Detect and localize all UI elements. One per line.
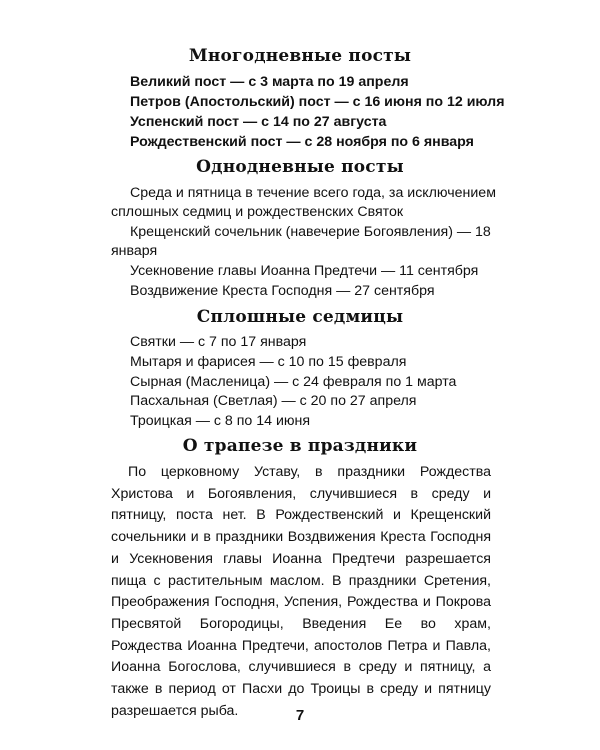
feast-meals-paragraph: По церковному Уставу, в праздники Рождества Христова и Богоявления, случившиеся в среду и пятницу, поста нет. В Рождественский и Крещенский сочельники и в праздники Воздвижения Креста Господня и Усекновения главы Иоанна Предтечи разрешается пища с растительным маслом. В праздники Сретения, Преображения Господня, Успения, Рождества и Покрова Пресвятой Богородицы, Введения Ее во храм, Рождества Иоанна Предтечи, апостолов Петра и Павла, Иоанна Богослова, случившиеся в среду и пятницу, а также в период от Пасхи до Троицы в среду и пятницу разрешается рыба. [111, 464, 491, 719]
one-day-fast-line: Воздвижение Креста Господня — 27 сентября [130, 283, 435, 299]
continuous-week-item: Святки — с 7 по 17 января [130, 334, 307, 350]
continuous-week-item: Троицкая — с 8 по 14 июня [130, 413, 311, 429]
one-day-fast-line: сплошных седмиц и рождественских Святок [111, 204, 404, 220]
one-day-fast-line: Усекновение главы Иоанна Предтечи — 11 сентября [130, 263, 479, 279]
multi-day-fast-item: Великий пост — с 3 марта по 19 апреля [130, 74, 409, 90]
heading-feast-meals: О трапезе в праздники [182, 436, 418, 456]
heading-one-day-fasts: Однодневные посты [196, 157, 404, 177]
heading-multi-day-fasts: Многодневные посты [188, 46, 412, 66]
page-number: 7 [295, 707, 305, 724]
multi-day-fast-item: Успенский пост — с 14 по 27 августа [130, 114, 387, 130]
continuous-week-item: Сырная (Масленица) — с 24 февраля по 1 марта [130, 374, 457, 390]
continuous-week-item: Мытаря и фарисея — с 10 по 15 февраля [130, 354, 407, 370]
one-day-fast-line: Крещенский сочельник (навечерие Богоявления) — 18 [130, 224, 491, 240]
heading-continuous-weeks: Сплошные седмицы [196, 307, 404, 327]
continuous-week-item: Пасхальная (Светлая) — с 20 по 27 апреля [130, 393, 417, 409]
one-day-fast-line: января [111, 243, 158, 259]
one-day-fast-line: Среда и пятница в течение всего года, за исключением [130, 185, 496, 201]
multi-day-fast-item: Петров (Апостольский) пост — с 16 июня по 12 июля [130, 94, 505, 110]
multi-day-fast-item: Рождественский пост — с 28 ноября по 6 января [130, 134, 474, 150]
